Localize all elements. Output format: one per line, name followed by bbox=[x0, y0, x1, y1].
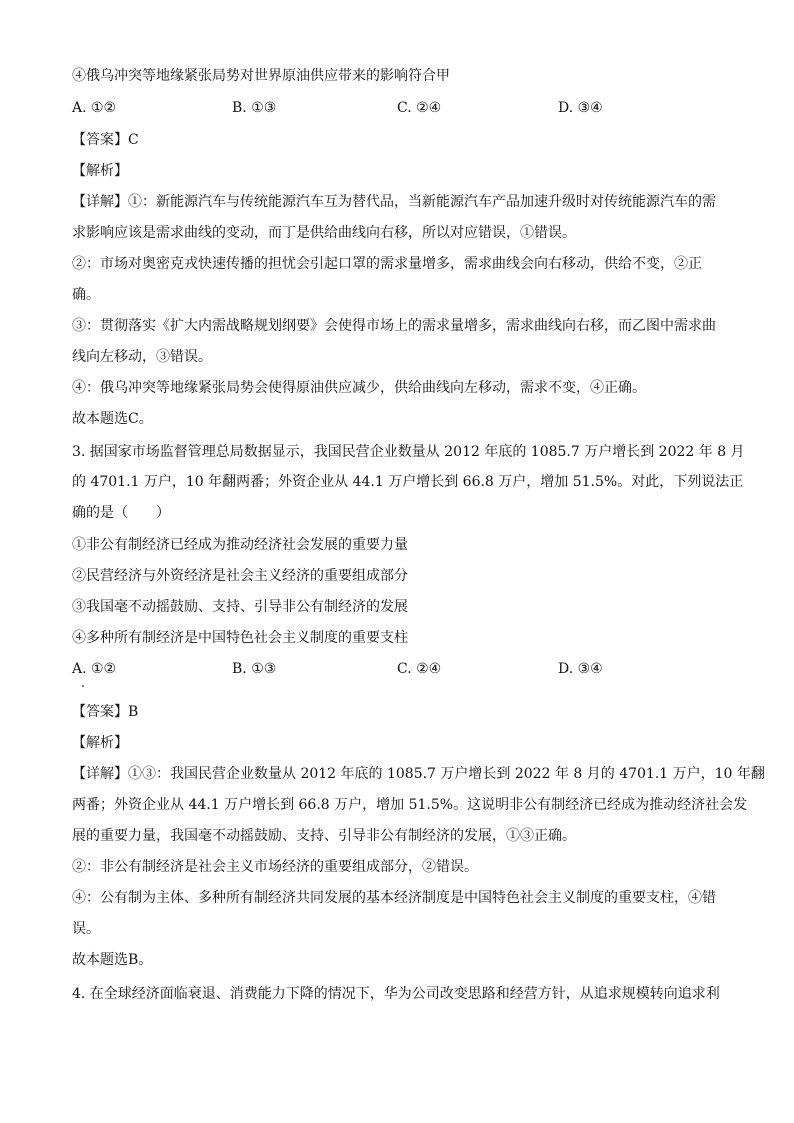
detail-line: ④：公有制为主体、多种所有制经济共同发展的基本经济制度是中国特色社会主义制度的重要支柱，④错 bbox=[72, 890, 716, 906]
conclusion-q3: 故本题选B。 bbox=[72, 952, 153, 968]
analysis-heading-q3: 【解析】 bbox=[72, 735, 128, 751]
option-a: A. ①② bbox=[72, 100, 117, 116]
question-3-stem: 的 4701.1 万户，10 年翻两番；外资企业从 44.1 万户增长到 66.8 万户，增加 51.5%。对此，下列说法正 bbox=[72, 474, 744, 490]
detail-line: 线向左移动，③错误。 bbox=[72, 349, 212, 365]
option-a: A. ①② bbox=[72, 661, 117, 677]
option-d: D. ③④ bbox=[558, 661, 603, 677]
options-row-q2 bbox=[72, 98, 722, 118]
option-b: B. ①③ bbox=[232, 100, 277, 116]
statement: ②民营经济与外资经济是社会主义经济的重要组成部分 bbox=[72, 568, 408, 584]
detail-line: ②：市场对奥密克戎快速传播的担忧会引起口罩的需求量增多，需求曲线会向右移动，供给不变，②正 bbox=[72, 256, 702, 272]
detail-line: 误。 bbox=[72, 921, 100, 937]
analysis-heading-q2: 【解析】 bbox=[72, 163, 128, 179]
detail-line: 展的重要力量，我国毫不动摇鼓励、支持、引导非公有制经济的发展，①③正确。 bbox=[72, 828, 576, 844]
question-3-stem: 3. 据国家市场监督管理总局数据显示，我国民营企业数量从 2012 年底的 1085.7 万户增长到 2022 年 8 月 bbox=[72, 444, 745, 460]
conclusion-q2: 故本题选C。 bbox=[72, 411, 153, 427]
detail-line: ②：非公有制经济是社会主义市场经济的重要组成部分，②错误。 bbox=[72, 859, 478, 875]
detail-line: 【详解】①③：我国民营企业数量从 2012 年底的 1085.7 万户增长到 2022 年 8 月的 4701.1 万户，10 年翻 bbox=[72, 766, 765, 782]
detail-line: 【详解】①：新能源汽车与传统能源汽车互为替代品，当新能源汽车产品加速升级时对传统能源汽车的需 bbox=[72, 194, 716, 210]
statement: ③我国毫不动摇鼓励、支持、引导非公有制经济的发展 bbox=[72, 599, 408, 615]
option-d: D. ③④ bbox=[558, 100, 603, 116]
option-c: C. ②④ bbox=[397, 661, 442, 677]
detail-line: 求影响应该是需求曲线的变动，而丁是供给曲线向右移，所以对应错误，①错误。 bbox=[72, 225, 576, 241]
question-4-stem: 4. 在全球经济面临衰退、消费能力下降的情况下，华为公司改变思路和经营方针，从追求规模转向追求利 bbox=[72, 986, 720, 1002]
option-c: C. ②④ bbox=[397, 100, 442, 116]
statement: ①非公有制经济已经成为推动经济社会发展的重要力量 bbox=[72, 537, 408, 553]
answer-q2: 【答案】C bbox=[72, 132, 139, 148]
options-row-q3 bbox=[72, 659, 722, 679]
detail-line: 确。 bbox=[72, 287, 100, 303]
option-b: B. ①③ bbox=[232, 661, 277, 677]
answer-q3: 【答案】B bbox=[72, 704, 139, 720]
statement-4: ④俄乌冲突等地缘紧张局势对世界原油供应带来的影响符合甲 bbox=[72, 68, 450, 84]
question-3-stem: 确的是（ ） bbox=[72, 505, 170, 521]
detail-line: 两番；外资企业从 44.1 万户增长到 66.8 万户，增加 51.5%。这说明非公有制经济已经成为推动经济社会发 bbox=[72, 797, 748, 813]
detail-line: ③：贯彻落实《扩大内需战略规划纲要》会使得市场上的需求量增多，需求曲线向右移，而乙图中需求曲 bbox=[72, 318, 716, 334]
statement: ④多种所有制经济是中国特色社会主义制度的重要支柱 bbox=[72, 630, 408, 646]
stray-mark bbox=[82, 685, 84, 687]
detail-line: ④：俄乌冲突等地缘紧张局势会使得原油供应减少，供给曲线向左移动，需求不变，④正确。 bbox=[72, 380, 646, 396]
